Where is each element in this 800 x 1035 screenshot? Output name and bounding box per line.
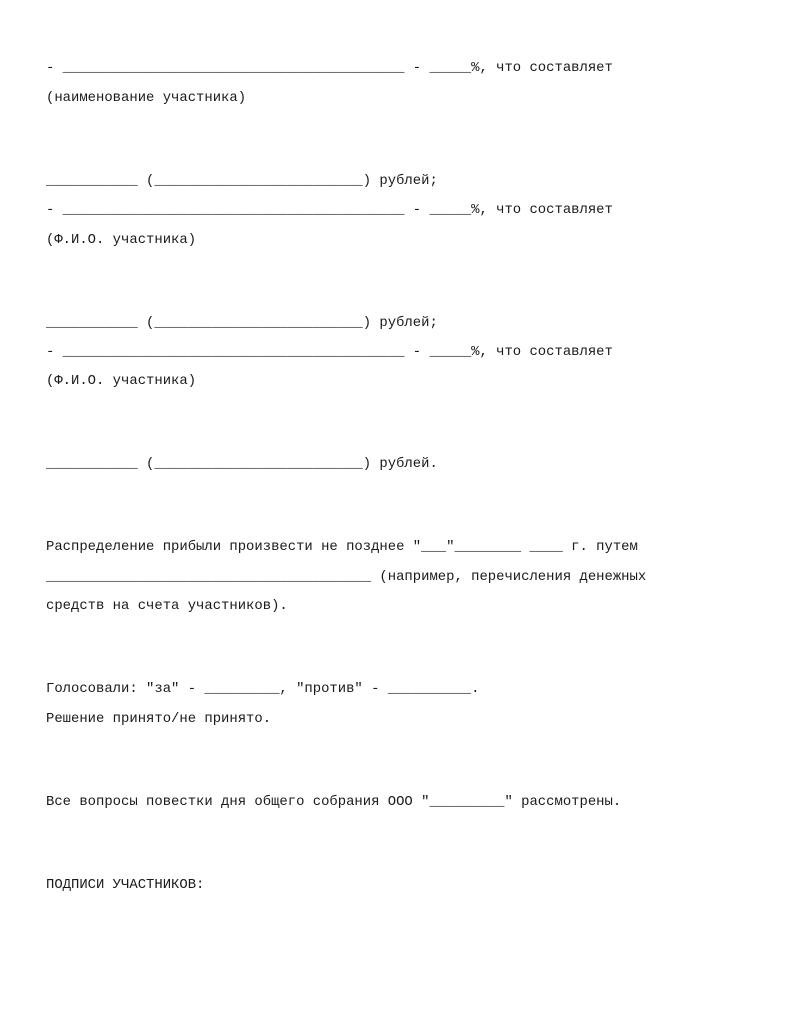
amount-line-2: ___________ (_________________________) рублей; bbox=[46, 315, 438, 331]
share-line-2: - _________________________________________ - _____%, что составляет bbox=[46, 202, 613, 218]
decision-status-line: Решение принято/не принято. bbox=[46, 711, 272, 727]
participant-fio-caption-1: (Ф.И.О. участника) bbox=[46, 232, 197, 248]
agenda-considered-line: Все вопросы повестки дня общего собрания ООО "_________" рассмотрены. bbox=[46, 794, 622, 810]
amount-line-3: ___________ (_________________________) рублей. bbox=[46, 456, 438, 472]
profit-distribution-line-2: _______________________________________ (например, перечисления денежных bbox=[46, 569, 647, 585]
profit-distribution-line-1: Распределение прибыли произвести не позднее "___"________ ____ г. путем bbox=[46, 539, 638, 555]
profit-distribution-line-3: средств на счета участников). bbox=[46, 598, 288, 614]
vote-results-line: Голосовали: "за" - _________, "против" - __________. bbox=[46, 681, 480, 697]
share-line-1: - _________________________________________ - _____%, что составляет bbox=[46, 60, 613, 76]
amount-line-1: ___________ (_________________________) рублей; bbox=[46, 173, 438, 189]
participant-name-caption: (наименование участника) bbox=[46, 90, 247, 106]
participant-signatures-heading: ПОДПИСИ УЧАСТНИКОВ: bbox=[46, 877, 205, 893]
share-line-3: - _________________________________________ - _____%, что составляет bbox=[46, 344, 613, 360]
participant-fio-caption-2: (Ф.И.О. участника) bbox=[46, 373, 197, 389]
